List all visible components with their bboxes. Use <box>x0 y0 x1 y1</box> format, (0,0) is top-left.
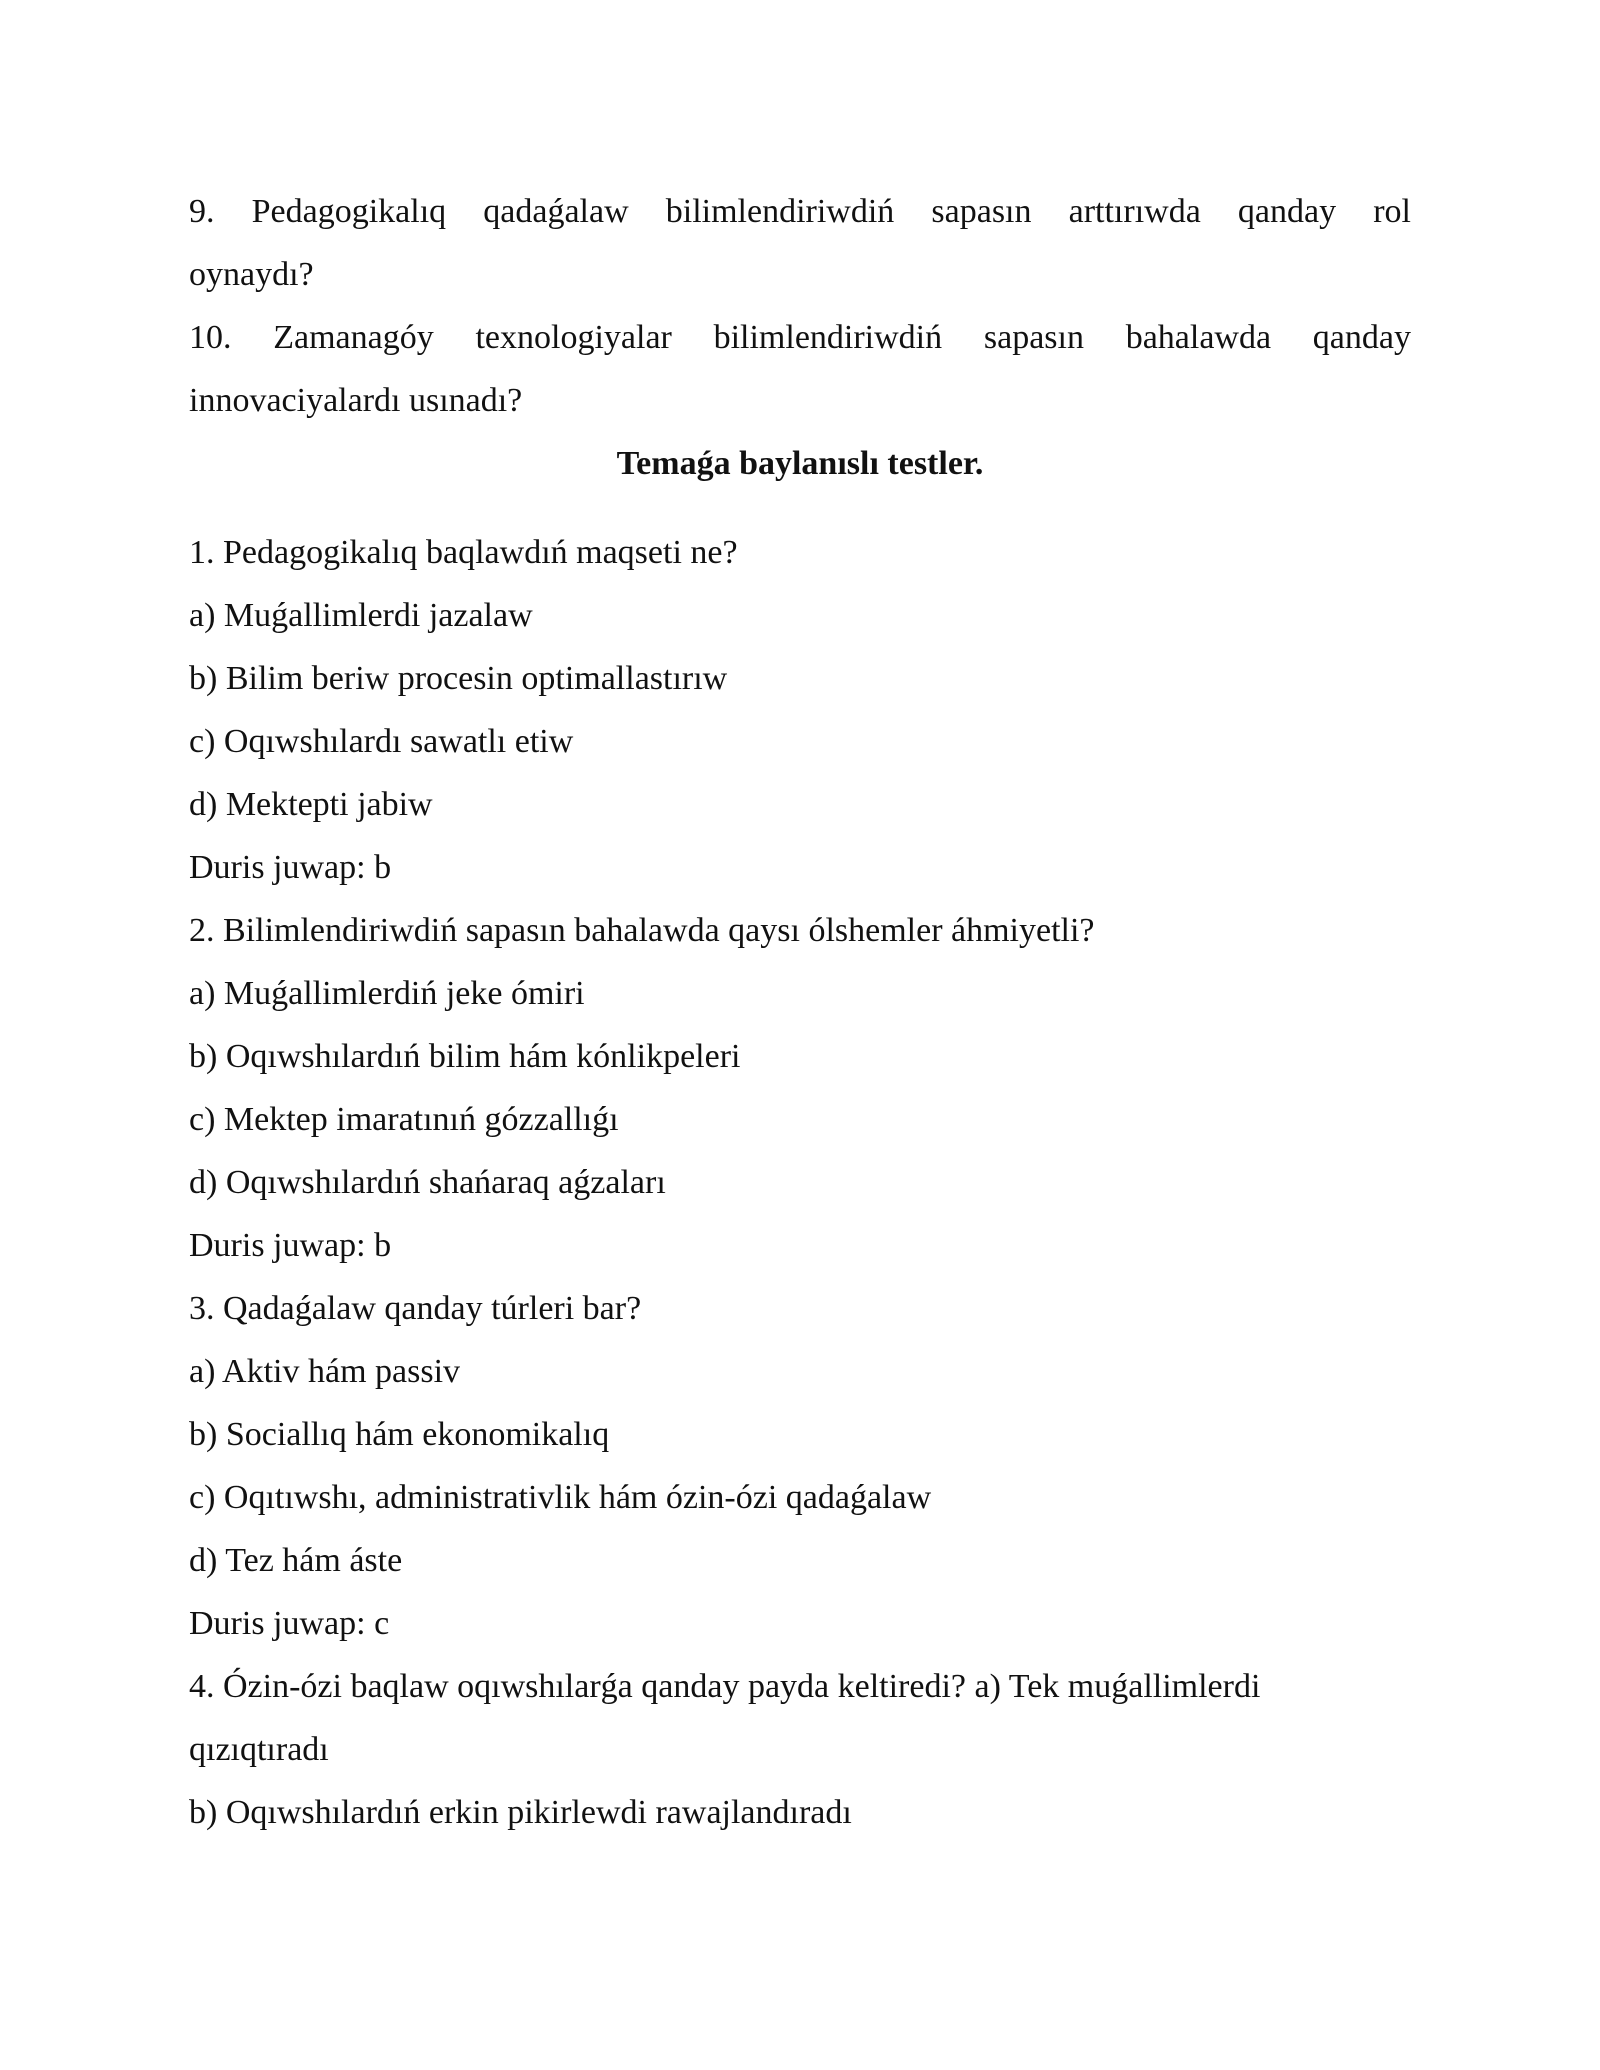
page-content <box>189 180 1411 1844</box>
test-answer: Duris juwap: b <box>189 849 392 886</box>
test-option-c: c) Oqıwshılardı sawatlı etiw <box>189 723 574 760</box>
question-9-line-1: 9. Pedagogikalıq qadaǵalaw bilimlendiriwdiń sapasın arttırıwda qanday rol <box>189 193 1411 230</box>
test-3 <box>189 1277 1411 1655</box>
test-option-b: b) Oqıwshılardıń erkin pikirlewdi rawajlandıradı <box>189 1794 852 1831</box>
test-option-a: a) Aktiv hám passiv <box>189 1353 461 1390</box>
test-option-a: a) Muǵallimlerdiń jeke ómiri <box>189 975 585 1012</box>
test-question: 3. Qadaǵalaw qanday túrleri bar? <box>189 1290 642 1327</box>
test-question-line-2: qızıqtıradı <box>189 1731 329 1768</box>
test-option-b: b) Sociallıq hám ekonomikalıq <box>189 1416 610 1453</box>
question-10-line-2: innovaciyalardı usınadı? <box>189 382 523 419</box>
test-question: 1. Pedagogikalıq baqlawdıń maqseti ne? <box>189 534 738 571</box>
test-question-line-1: 4. Ózin-ózi baqlaw oqıwshılarǵa qanday payda keltiredi? a) Tek muǵallimlerdi <box>189 1668 1261 1705</box>
test-option-b: b) Bilim beriw procesin optimallastırıw <box>189 660 728 697</box>
test-option-d: d) Oqıwshılardıń shańaraq aǵzaları <box>189 1164 666 1201</box>
test-2 <box>189 899 1411 1277</box>
test-option-c: c) Mektep imaratınıń gózzallıǵı <box>189 1101 619 1138</box>
test-4 <box>189 1655 1411 1844</box>
test-option-a: a) Muǵallimlerdi jazalaw <box>189 597 533 634</box>
section-heading: Temaǵa baylanıslı testler. <box>616 445 984 482</box>
question-10-line-1: 10. Zamanagóy texnologiyalar bilimlendiriwdiń sapasın bahalawda qanday <box>189 319 1411 356</box>
test-question: 2. Bilimlendiriwdiń sapasın bahalawda qaysı ólshemler áhmiyetli? <box>189 912 1095 949</box>
test-answer: Duris juwap: c <box>189 1605 390 1642</box>
question-9-line-2: oynaydı? <box>189 256 314 293</box>
test-option-d: d) Mektepti jabiw <box>189 786 433 823</box>
test-option-c: c) Oqıtıwshı, administrativlik hám ózin-ózi qadaǵalaw <box>189 1479 932 1516</box>
test-option-b: b) Oqıwshılardıń bilim hám kónlikpeleri <box>189 1038 741 1075</box>
test-answer: Duris juwap: b <box>189 1227 392 1264</box>
test-1 <box>189 521 1411 899</box>
test-option-d: d) Tez hám áste <box>189 1542 403 1579</box>
